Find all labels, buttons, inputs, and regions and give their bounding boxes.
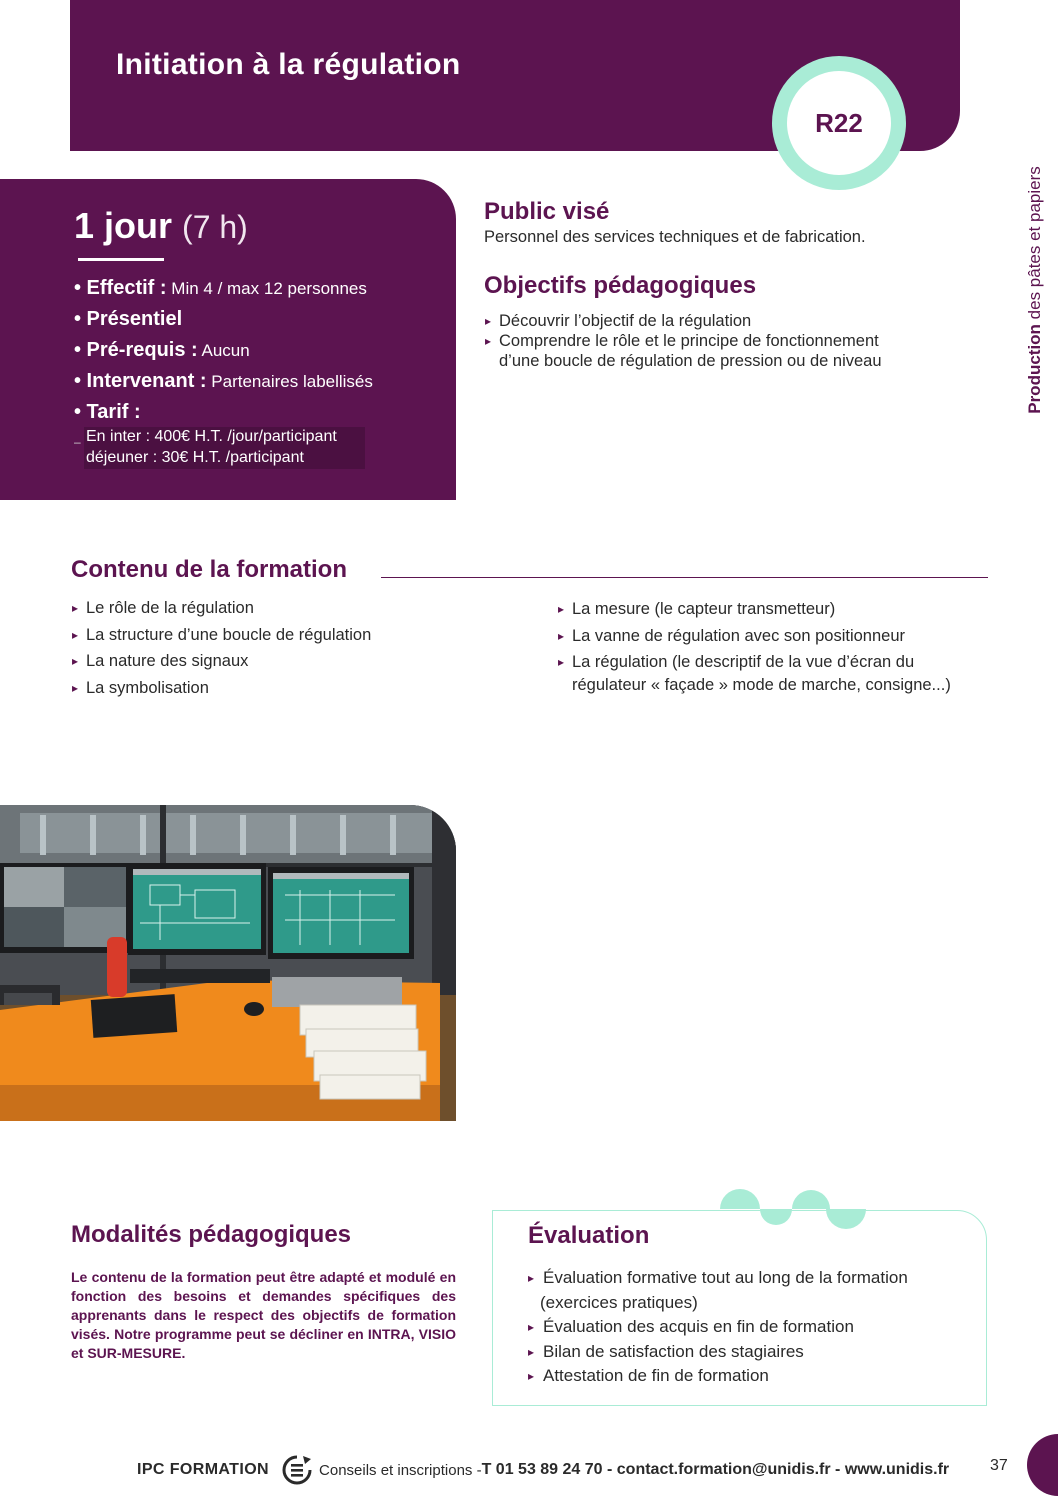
page-number: 37 [990,1457,1008,1474]
info-effectif: • Effectif : Min 4 / max 12 personnes [74,277,367,299]
evaluation-heading: Évaluation [528,1222,650,1249]
contenu-list-right [558,599,951,695]
tarif-inter: En inter : 400€ H.T. /jour/participant [86,428,337,445]
public-heading: Public visé [484,198,610,225]
tarif-dejeuner: déjeuner : 30€ H.T. /participant [86,449,304,466]
modalites-heading: Modalités pédagogiques [71,1221,352,1248]
page-title: Initiation à la régulation [116,48,461,81]
decorative-waves-icon [720,1188,870,1230]
info-tarif: • Tarif : [74,401,141,423]
list-item-continuation: régulateur « façade » mode de marche, consigne...) [572,676,951,694]
list-item: ▸ La vanne de régulation avec son positionneur [558,626,951,646]
footer-conseils: Conseils et inscriptions - [319,1461,482,1479]
footer-contact: T 01 53 89 24 70 - contact.formation@unidis.fr - www.unidis.fr [481,1461,950,1478]
footer [137,1454,949,1486]
duration-days: 1 jour [74,205,173,246]
list-item: ▸ La symbolisation [72,678,371,698]
evaluation-list [528,1266,908,1389]
side-label-rest: des pâtes et papiers [1025,166,1044,325]
list-item: ▸ Découvrir l’objectif de la régulation [485,311,882,331]
duration-hours: (7 h) [182,209,248,245]
contenu-heading: Contenu de la formation [71,556,347,583]
objectifs-list [485,311,882,371]
info-box [0,179,456,500]
side-label-bold: Production [1025,324,1044,414]
course-code: R22 [787,71,891,175]
control-room-photo [0,805,456,1121]
list-item: ▸ Bilan de satisfaction des stagiaires [528,1340,908,1365]
contenu-list-left [72,598,371,698]
list-item: ▸ La régulation (le descriptif de la vue d’écran du [558,652,951,672]
list-item: ▸ La structure d’une boucle de régulation [72,625,371,645]
public-text: Personnel des services techniques et de fabrication. [484,228,866,246]
list-item: ▸ Évaluation formative tout au long de la formation [528,1266,908,1291]
info-intervenant: • Intervenant : Partenaires labellisés [74,370,373,392]
list-item: ▸ La nature des signaux [72,651,371,671]
list-item: ▸ Le rôle de la régulation [72,598,371,618]
list-item: ▸ Comprendre le rôle et le principe de fonctionnement [485,331,882,351]
list-item-continuation: d’une boucle de régulation de pression ou de niveau [499,352,882,370]
brand-logo-icon [281,1454,313,1486]
list-item: ▸ Attestation de fin de formation [528,1364,908,1389]
duration-underline [78,258,164,261]
footer-brand: IPC FORMATION [137,1461,270,1478]
info-presentiel: • Présentiel [74,308,183,330]
course-code-badge [772,56,906,190]
tarif-dash-icon: – [74,435,81,449]
section-side-label [1025,166,1045,414]
list-item-continuation: (exercices pratiques) [540,1292,698,1312]
modalites-text: Le contenu de la formation peut être adapté et modulé en fonction des besoins et demandes spécifiques des apprenants dans le respect des objectifs de formation visés. Notre programme peut se décliner en INTRA, VISIO et SUR-MESURE. [71,1269,456,1361]
info-prerequis: • Pré-requis : Aucun [74,339,250,361]
objectifs-heading: Objectifs pédagogiques [484,272,757,299]
duration [74,205,248,247]
corner-decoration [1027,1434,1058,1496]
list-item: ▸ Évaluation des acquis en fin de formation [528,1315,908,1340]
contenu-rule [381,577,988,578]
list-item: ▸ La mesure (le capteur transmetteur) [558,599,951,619]
